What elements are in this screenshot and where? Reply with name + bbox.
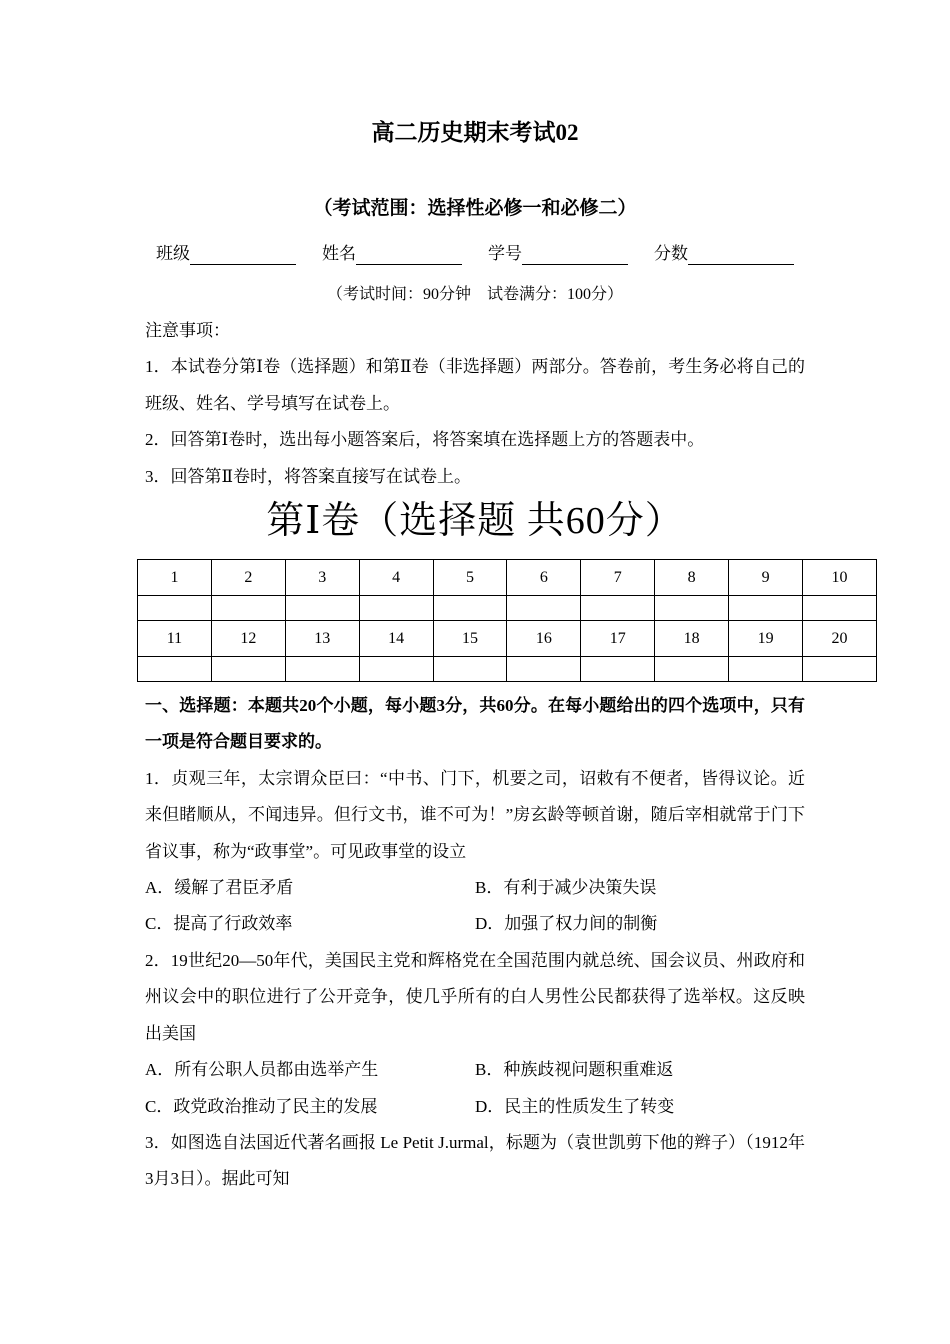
answer-table-cell	[655, 596, 729, 621]
notice-item: 1．本试卷分第Ⅰ卷（选择题）和第Ⅱ卷（非选择题）两部分。答卷前，考生务必将自己的班级、姓名、学号填写在试卷上。	[145, 357, 805, 413]
answer-table-cell: 18	[655, 621, 729, 657]
question-3	[145, 1125, 805, 1198]
exam-time-score: （考试时间：90分钟 试卷满分：100分）	[326, 286, 623, 303]
field-label: 姓名	[322, 244, 356, 263]
option: D．加强了权力间的制衡	[475, 914, 658, 934]
option: B．有利于减少决策失误	[475, 878, 657, 898]
section1-heading: 第Ⅰ卷（选择题 共60分）	[266, 500, 684, 543]
answer-table-cell	[729, 657, 803, 682]
field-label: 班级	[156, 244, 190, 263]
answer-table-cell: 19	[729, 621, 803, 657]
answer-table-cell: 17	[581, 621, 655, 657]
answer-table-row	[138, 657, 877, 682]
choice-section	[145, 688, 805, 1198]
question-1	[145, 761, 805, 943]
answer-table-cell	[581, 596, 655, 621]
answer-table-cell	[359, 596, 433, 621]
answer-table-cell: 2	[211, 560, 285, 596]
answer-table-row	[138, 596, 877, 621]
question-stem: 2．19世纪20—50年代，美国民主党和辉格党在全国范围内就总统、国会议员、州政府和州议会中的职位进行了公开竞争，使几乎所有的白人男性公民都获得了选举权。这反映出美国	[145, 950, 805, 1043]
answer-table-cell: 8	[655, 560, 729, 596]
student-field	[488, 243, 628, 265]
answer-table-cell	[507, 657, 581, 682]
answer-table-cell: 20	[803, 621, 877, 657]
answer-table-cell: 6	[507, 560, 581, 596]
answer-table-cell: 9	[729, 560, 803, 596]
student-field	[322, 243, 462, 265]
field-blank	[356, 244, 462, 265]
answer-table-cell: 16	[507, 621, 581, 657]
answer-table-body	[138, 560, 877, 682]
answer-table-cell: 12	[211, 621, 285, 657]
answer-table-cell: 15	[433, 621, 507, 657]
answer-table-cell	[433, 657, 507, 682]
options-grid	[145, 870, 805, 943]
answer-table-cell	[285, 657, 359, 682]
field-label: 学号	[488, 244, 522, 263]
student-field	[156, 243, 296, 265]
answer-table-cell	[359, 657, 433, 682]
answer-table-cell: 14	[359, 621, 433, 657]
answer-table-cell	[581, 657, 655, 682]
option: C．政党政治推动了民主的发展	[145, 1096, 378, 1116]
answer-table	[137, 559, 877, 682]
question-stem: 1．贞观三年，太宗谓众臣曰：“中书、门下，机要之司，诏敕有不便者，皆得议论。近来但睹顺从，不闻违异。但行文书，谁不可为！”房玄龄等顿首谢，随后宰相就常于门下省议事，称为“政事堂”。可见政事堂的设立	[145, 768, 805, 861]
options-grid	[145, 1052, 805, 1125]
option: B．种族歧视问题积重难返	[475, 1060, 674, 1080]
option: D．民主的性质发生了转变	[475, 1096, 675, 1116]
exam-scope-subtitle: （考试范围：选择性必修一和必修二）	[313, 198, 637, 219]
answer-table-cell: 5	[433, 560, 507, 596]
answer-table-cell	[138, 596, 212, 621]
answer-table-cell	[433, 596, 507, 621]
answer-table-cell: 11	[138, 621, 212, 657]
answer-table-cell	[507, 596, 581, 621]
notice-item: 2．回答第Ⅰ卷时，选出每小题答案后，将答案填在选择题上方的答题表中。	[145, 430, 705, 450]
answer-table-row	[138, 560, 877, 596]
answer-table-cell	[655, 657, 729, 682]
answer-table-cell: 3	[285, 560, 359, 596]
option: C．提高了行政效率	[145, 914, 293, 934]
answer-table-cell: 7	[581, 560, 655, 596]
question-2	[145, 943, 805, 1125]
answer-table-cell	[803, 657, 877, 682]
exam-title: 高二历史期末考试02	[371, 120, 579, 145]
field-blank	[688, 244, 794, 265]
answer-table-cell	[211, 657, 285, 682]
answer-table-cell: 13	[285, 621, 359, 657]
answer-table-cell: 1	[138, 560, 212, 596]
answer-table-cell	[211, 596, 285, 621]
question-list	[145, 761, 805, 1198]
section-instruction: 一、选择题：本题共20个小题，每小题3分，共60分。在每小题给出的四个选项中，只有一项是符合题目要求的。	[145, 696, 805, 752]
notice-item: 3．回答第Ⅱ卷时，将答案直接写在试卷上。	[145, 466, 472, 486]
answer-table-cell: 4	[359, 560, 433, 596]
option: A．缓解了君臣矛盾	[145, 878, 294, 898]
field-blank	[190, 244, 296, 265]
field-label: 分数	[654, 244, 688, 263]
answer-table-cell: 10	[803, 560, 877, 596]
answer-table-cell	[138, 657, 212, 682]
question-stem: 3．如图选自法国近代著名画报 Le Petit J.urmal，标题为（袁世凯剪下他的辫子）（1912年3月3日）。据此可知	[145, 1132, 805, 1189]
answer-table-cell	[729, 596, 803, 621]
answer-table-cell	[285, 596, 359, 621]
notice-block	[145, 313, 805, 495]
student-info-fields	[145, 243, 805, 265]
field-blank	[522, 244, 628, 265]
notice-title: 注意事项：	[145, 321, 230, 340]
student-field	[654, 243, 794, 265]
answer-table-cell	[803, 596, 877, 621]
option: A．所有公职人员都由选举产生	[145, 1060, 379, 1080]
answer-table-row	[138, 621, 877, 657]
